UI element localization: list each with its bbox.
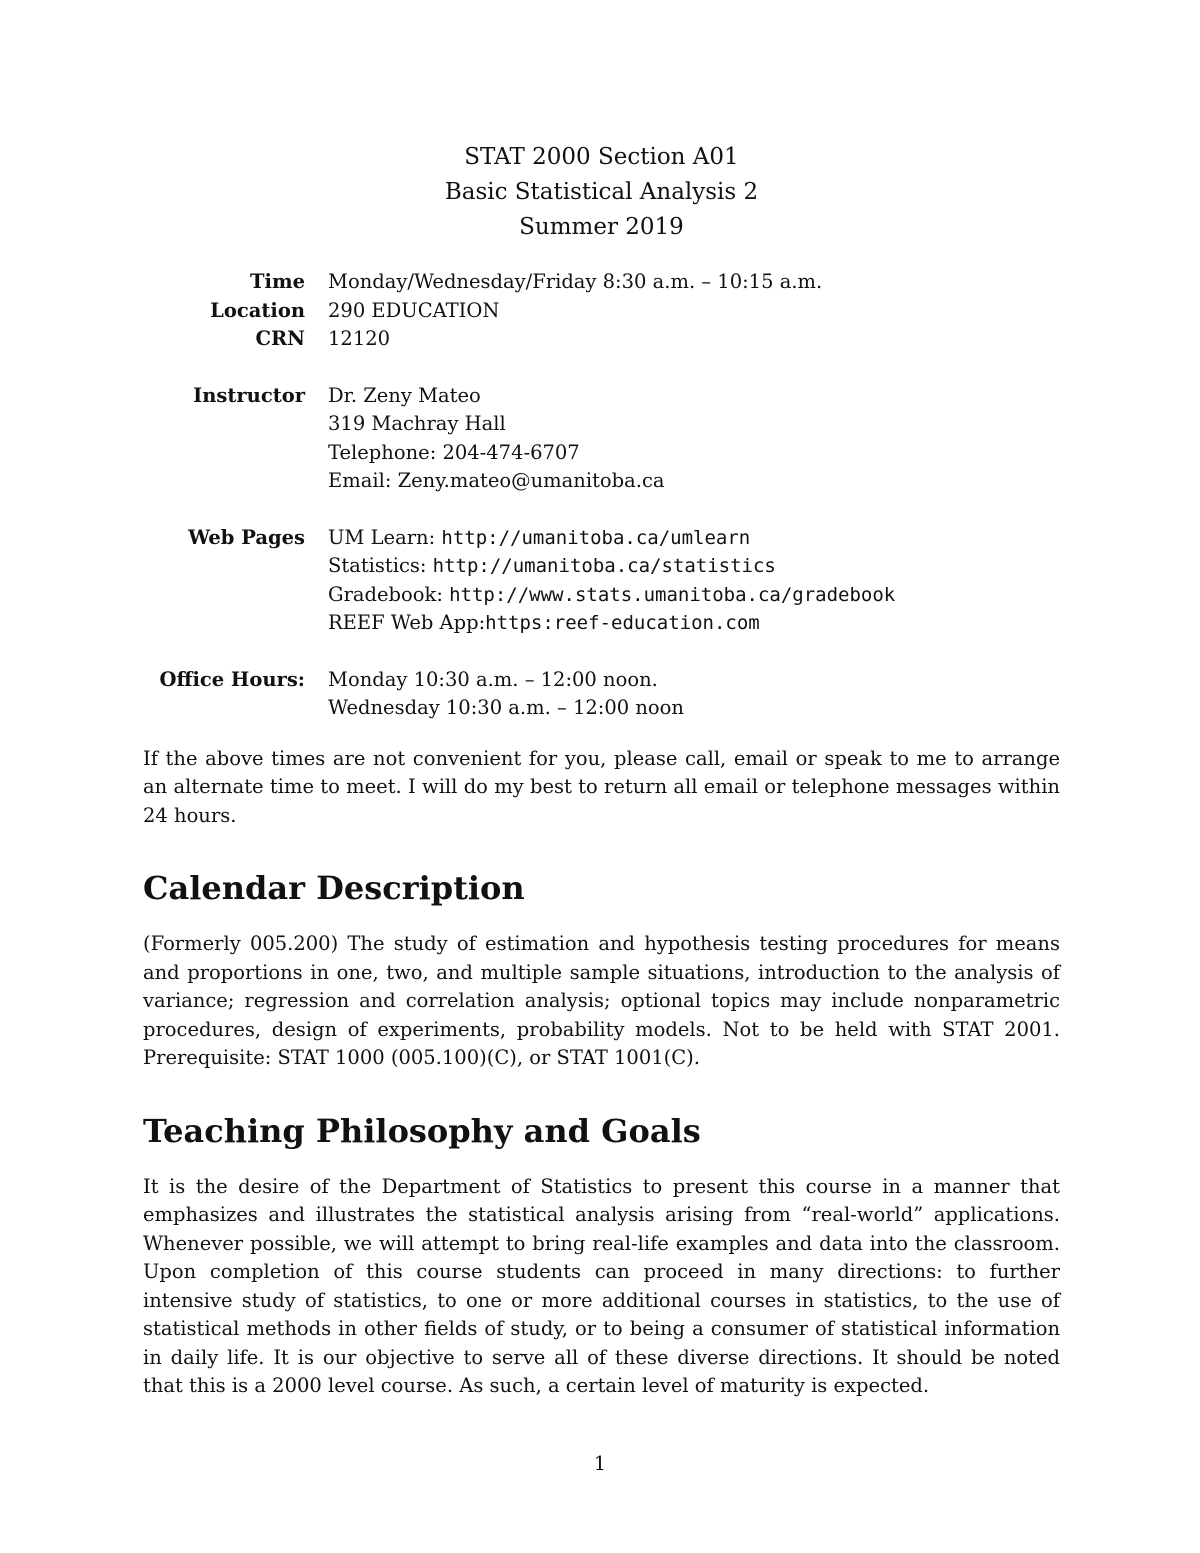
calendar-body: (Formerly 005.200) The study of estimation and hypothesis testing procedures for means and proportions in one, two, and multiple sample situations, introduction to the analysis of variance; regression and correlation analysis; optional topics may include nonparametric procedures, design of experiments, probability models. Not to be held with STAT 2001. Prerequisite: STAT 1000 (005.100)(C), or STAT 1001(C). — [143, 932, 1060, 1069]
course-info-table — [143, 268, 1060, 723]
umlearn-link[interactable]: http://umanitoba.ca/umlearn — [441, 526, 751, 549]
reef-label: REEF Web App: — [328, 611, 486, 634]
gradebook-label: Gradebook: — [328, 582, 450, 606]
course-title: Basic Statistical Analysis 2 — [444, 179, 759, 205]
instructor-email[interactable]: Email: Zeny.mateo@umanitoba.ca — [328, 469, 665, 492]
instructor-label: Instructor — [193, 383, 305, 407]
syllabus-page — [143, 140, 1060, 1401]
crn-label: CRN — [255, 327, 305, 350]
web-pages-group — [143, 524, 1060, 638]
office-hours-label: Office Hours: — [159, 667, 305, 691]
instructor-office: 319 Machray Hall — [328, 412, 506, 435]
philosophy-body: It is the desire of the Department of Statistics to present this course in a manner that emphasizes and illustrates the statistical analysis arising from “real-world” applications. Whenever possible, we will attempt to bring real-life examples and data into the classroom. Upon completion of this course students can proceed in many directions: to further intensive study of statistics, to one or more additional courses in statistics, to the use of statistical methods in other fields of study, or to being a consumer of statistical information in daily life. It is our objective to serve all of these diverse directions. It should be noted that this is a 2000 level course. As such, a certain level of maturity is expected. — [143, 1174, 1060, 1397]
office-hours-monday: Monday 10:30 a.m. – 12:00 noon. — [328, 667, 658, 691]
time-label: Time — [250, 270, 305, 293]
reef-link[interactable]: https:reef-education.com — [485, 612, 760, 634]
course-term: Summer 2019 — [519, 214, 684, 240]
time-value: Monday/Wednesday/Friday 8:30 a.m. – 10:15 a.m. — [328, 270, 823, 293]
office-hours-wednesday: Wednesday 10:30 a.m. – 12:00 noon — [328, 696, 684, 719]
location-value: 290 EDUCATION — [328, 298, 500, 322]
schedule-group — [143, 268, 1060, 354]
crn-value: 12120 — [328, 327, 391, 350]
office-hours-group — [143, 666, 1060, 723]
course-code: STAT 2000 Section A01 — [464, 144, 739, 170]
title-block — [143, 140, 1060, 245]
statistics-label: Statistics: — [328, 554, 433, 577]
philosophy-heading: Teaching Philosophy and Goals — [143, 1111, 701, 1150]
instructor-phone: Telephone: 204-474-6707 — [328, 440, 580, 464]
contact-note: If the above times are not convenient for you, please call, email or speak to me to arrange an alternate time to meet. I will do my best to return all email or telephone messages within 24 hours. — [143, 746, 1060, 827]
reef-row — [328, 609, 1060, 638]
calendar-heading: Calendar Description — [143, 869, 525, 907]
location-label: Location — [210, 298, 305, 322]
statistics-link[interactable]: http://umanitoba.ca/statistics — [432, 555, 776, 577]
statistics-row — [328, 552, 1060, 581]
instructor-name: Dr. Zeny Mateo — [328, 383, 481, 407]
instructor-group — [143, 382, 1060, 496]
umlearn-row — [328, 524, 1060, 553]
web-pages-label: Web Pages — [188, 525, 305, 549]
page-number: 1 — [593, 1452, 607, 1475]
gradebook-row — [328, 581, 1060, 610]
umlearn-label: UM Learn: — [328, 525, 442, 549]
gradebook-link[interactable]: http://www.stats.umanitoba.ca/gradebook — [449, 583, 896, 606]
